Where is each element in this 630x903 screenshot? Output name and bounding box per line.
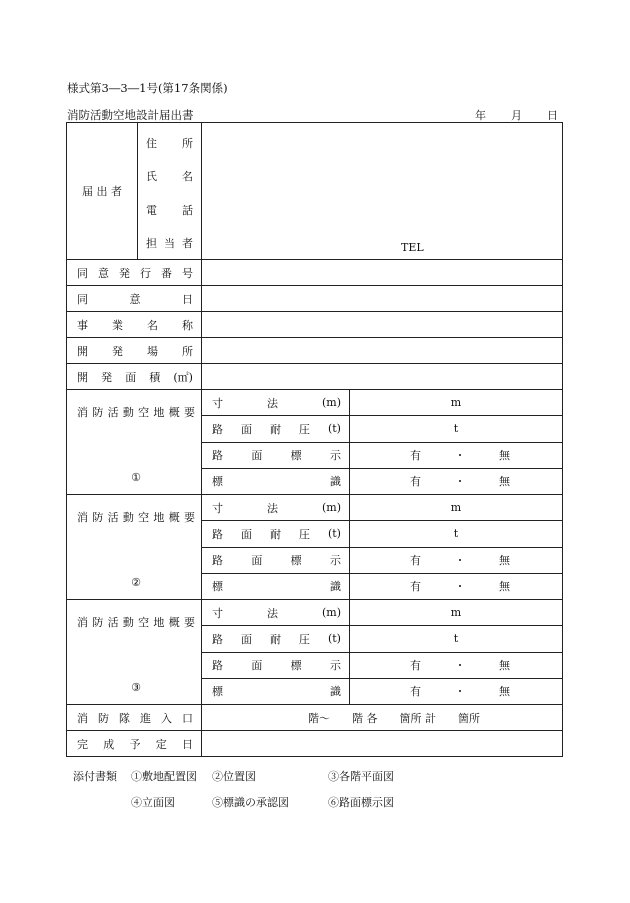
form-title: 消防活動空地設計届出書 xyxy=(67,108,194,122)
consent-date-value[interactable] xyxy=(202,286,563,312)
marking-label: 路 面 標 示 xyxy=(212,659,341,673)
overview-1-number: ① xyxy=(131,471,141,484)
ov2-marking-label-cell xyxy=(202,547,350,573)
size-label: 寸 法 (m) xyxy=(212,606,341,620)
consent-date-label-cell xyxy=(67,286,202,312)
consent-no-value[interactable] xyxy=(202,260,563,286)
places-text: 箇所 xyxy=(458,711,480,725)
load-unit: t xyxy=(453,527,459,541)
contact-label: 担 当 者 xyxy=(146,236,193,250)
yes-option: 有 xyxy=(410,685,421,699)
project-name-label: 事 業 名 称 xyxy=(77,318,193,332)
area-label: 開 発 面 積 (㎡) xyxy=(77,370,193,384)
size-unit: m xyxy=(450,501,462,515)
ov2-sign-label-cell xyxy=(202,573,350,599)
ov1-sign-label-cell xyxy=(202,468,350,494)
overview-2-label: 消 防 活 動 空 地 概 要 xyxy=(77,511,195,524)
overview-1-label: 消 防 活 動 空 地 概 要 xyxy=(77,406,195,419)
overview-2-number: ② xyxy=(131,576,141,589)
name-label: 氏 名 xyxy=(146,170,193,184)
ov3-size-label-cell xyxy=(202,600,350,626)
ov1-marking-label-cell xyxy=(202,442,350,468)
ov3-load-label-cell xyxy=(202,626,350,652)
ov1-load-label-cell xyxy=(202,416,350,442)
form-id: 様式第3―3―1号(第17条関係) xyxy=(67,81,228,95)
no-option: 無 xyxy=(499,580,510,594)
ov1-size-value[interactable] xyxy=(350,390,563,416)
floor-range-text: 階～ xyxy=(308,711,330,725)
date-year-label: 年 xyxy=(475,109,486,122)
separator-dot: ・ xyxy=(454,449,466,463)
ov2-size-value[interactable] xyxy=(350,495,563,521)
entrance-value[interactable] xyxy=(202,705,563,731)
ov3-sign-label-cell xyxy=(202,678,350,704)
attachment-elevation: ④立面図 xyxy=(131,796,175,809)
ov2-size-label-cell xyxy=(202,495,350,521)
sign-label: 標 識 xyxy=(212,580,341,594)
applicant-fields-cell xyxy=(138,123,202,260)
separator-dot: ・ xyxy=(454,580,466,594)
ov2-load-value[interactable] xyxy=(350,521,563,547)
ov3-marking-label-cell xyxy=(202,652,350,678)
load-unit: t xyxy=(453,422,459,436)
no-option: 無 xyxy=(499,659,510,673)
attachment-site-plan: ①敷地配置図 xyxy=(131,770,197,783)
yes-option: 有 xyxy=(410,554,421,568)
sign-label: 標 識 xyxy=(212,685,341,699)
area-value[interactable] xyxy=(202,364,563,390)
ov2-load-label-cell xyxy=(202,521,350,547)
site-label-cell xyxy=(67,338,202,364)
no-option: 無 xyxy=(499,554,510,568)
address-label: 住 所 xyxy=(146,137,193,150)
separator-dot: ・ xyxy=(454,659,466,673)
applicant-label-cell xyxy=(67,123,138,260)
separator-dot: ・ xyxy=(454,554,466,568)
attachment-road-marking: ⑥路面標示図 xyxy=(328,796,394,809)
completion-value[interactable] xyxy=(202,731,563,757)
ov1-marking-value[interactable] xyxy=(350,442,563,468)
marking-label: 路 面 標 示 xyxy=(212,449,341,463)
ov3-size-value[interactable] xyxy=(350,600,563,626)
size-unit: m xyxy=(450,396,462,410)
load-label: 路 面 耐 圧 (t) xyxy=(212,632,341,646)
overview-2-label-cell xyxy=(67,495,202,600)
sign-label: 標 識 xyxy=(212,475,341,489)
entrance-label: 消 防 隊 進 入 口 xyxy=(77,711,193,725)
ov2-marking-value[interactable] xyxy=(350,547,563,573)
ov1-load-value[interactable] xyxy=(350,416,563,442)
site-value[interactable] xyxy=(202,338,563,364)
ov1-size-label-cell xyxy=(202,390,350,416)
yes-option: 有 xyxy=(410,475,421,489)
load-label: 路 面 耐 圧 (t) xyxy=(212,527,341,541)
floor-each-text: 階 各 xyxy=(352,711,378,725)
project-name-label-cell xyxy=(67,312,202,338)
entrance-label-cell xyxy=(67,705,202,731)
attachment-floor-plans: ③各階平面図 xyxy=(328,770,394,783)
overview-3-number: ③ xyxy=(131,681,141,694)
separator-dot: ・ xyxy=(454,475,466,489)
size-label: 寸 法 (m) xyxy=(212,396,341,410)
overview-1-label-cell xyxy=(67,390,202,495)
applicant-label: 届 出 者 xyxy=(82,185,122,198)
attachment-location-map: ②位置図 xyxy=(212,770,256,783)
site-label: 開 発 場 所 xyxy=(77,344,193,358)
consent-date-label: 同 意 日 xyxy=(77,292,193,306)
area-label-cell xyxy=(67,364,202,390)
load-label: 路 面 耐 圧 (t) xyxy=(212,422,341,436)
project-name-value[interactable] xyxy=(202,312,563,338)
no-option: 無 xyxy=(499,449,510,463)
yes-option: 有 xyxy=(410,659,421,673)
date-day-label: 日 xyxy=(547,109,558,122)
tel-label: TEL xyxy=(401,241,424,254)
ov3-marking-value[interactable] xyxy=(350,652,563,678)
no-option: 無 xyxy=(499,685,510,699)
places-total-text: 箇所 計 xyxy=(399,711,436,725)
consent-no-label-cell xyxy=(67,260,202,286)
form-table xyxy=(66,122,563,757)
load-unit: t xyxy=(453,632,459,646)
yes-option: 有 xyxy=(410,580,421,594)
size-label: 寸 法 (m) xyxy=(212,501,341,515)
attachment-sign-approval: ⑤標識の承認図 xyxy=(212,796,289,809)
attachments-label: 添付書類 xyxy=(73,770,117,783)
completion-label: 完 成 予 定 日 xyxy=(77,737,193,751)
ov3-load-value[interactable] xyxy=(350,626,563,652)
ov2-sign-value[interactable] xyxy=(350,573,563,599)
yes-option: 有 xyxy=(410,449,421,463)
overview-3-label: 消 防 活 動 空 地 概 要 xyxy=(77,616,195,629)
separator-dot: ・ xyxy=(454,685,466,699)
no-option: 無 xyxy=(499,475,510,489)
completion-label-cell xyxy=(67,731,202,757)
marking-label: 路 面 標 示 xyxy=(212,554,341,568)
phone-label: 電 話 xyxy=(146,203,193,217)
ov3-sign-value[interactable] xyxy=(350,678,563,704)
applicant-value-cell[interactable] xyxy=(202,123,563,260)
consent-no-label: 同 意 発 行 番 号 xyxy=(77,266,193,280)
date-month-label: 月 xyxy=(511,109,522,122)
overview-3-label-cell xyxy=(67,600,202,705)
size-unit: m xyxy=(450,606,462,620)
ov1-sign-value[interactable] xyxy=(350,468,563,494)
